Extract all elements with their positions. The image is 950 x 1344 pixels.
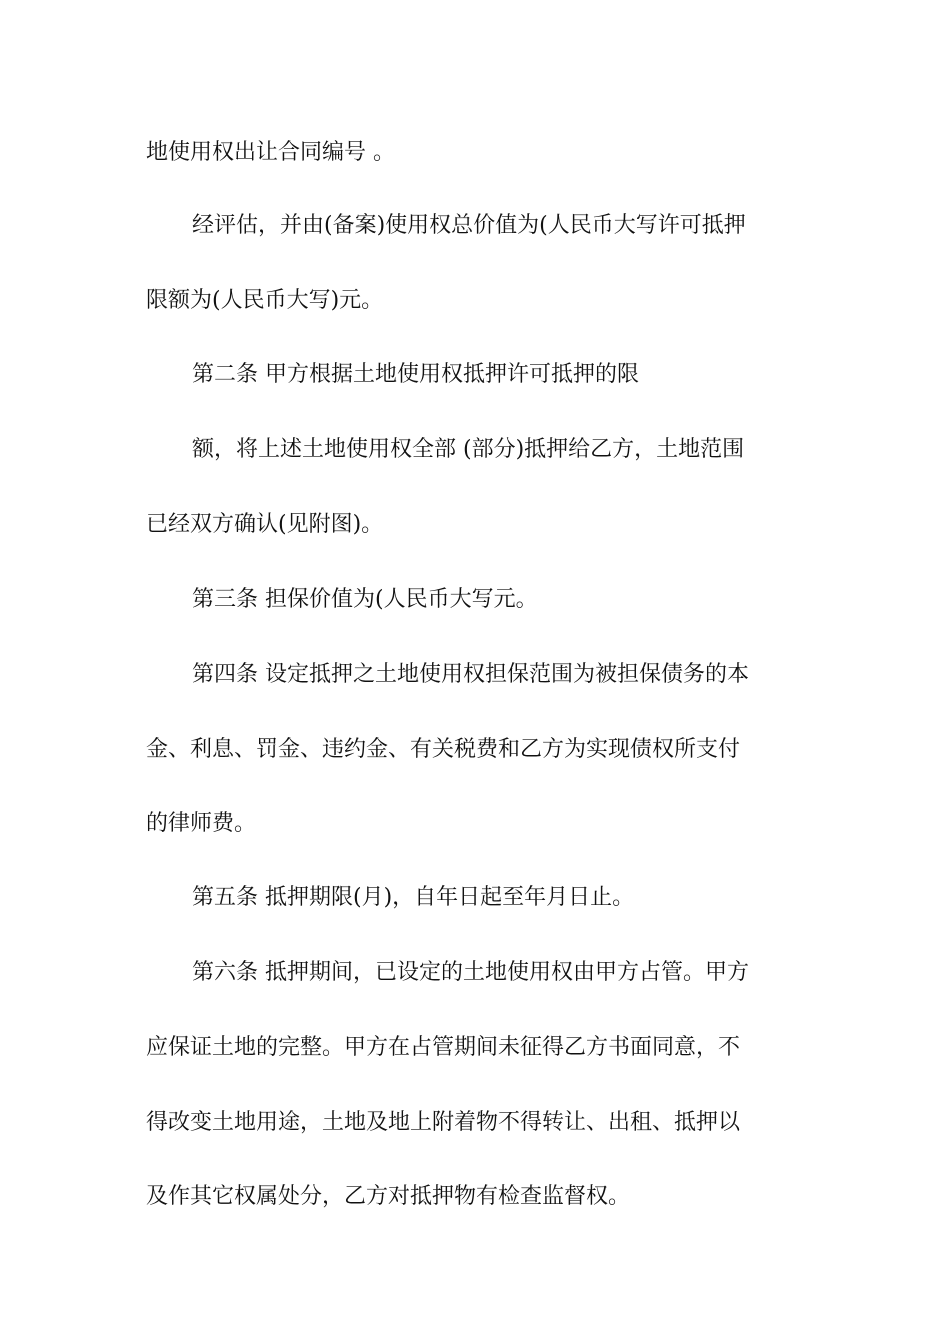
- article-6-paragraph: 第六条 抵押期间，已设定的土地使用权由甲方占管。甲方: [192, 960, 749, 985]
- text-line-9: 金、利息、罚金、违约金、有关税费和乙方为实现债权所支付: [146, 737, 741, 762]
- article-3-paragraph: 第三条 担保价值为(人民币大写元。: [192, 587, 538, 612]
- article-2-heading: 第二条 甲方根据土地使用权抵押许可抵押的限: [192, 362, 639, 387]
- text-line-13: 应保证土地的完整。甲方在占管期间未征得乙方书面同意，不: [146, 1035, 741, 1060]
- text-line-1: 地使用权出让合同编号 。: [146, 140, 395, 165]
- text-line-3: 限额为(人民币大写)元。: [146, 288, 384, 313]
- text-line-6: 已经双方确认(见附图)。: [146, 512, 384, 537]
- text-line-5: 额，将上述土地使用权全部 (部分)抵押给乙方，土地范围: [192, 437, 745, 462]
- text-line-15: 及作其它权属处分，乙方对抵押物有检查监督权。: [146, 1184, 631, 1209]
- text-line-2: 经评估，并由(备案)使用权总价值为(人民币大写许可抵押: [192, 213, 746, 238]
- text-line-10: 的律师费。: [146, 811, 257, 836]
- text-line-14: 得改变土地用途，土地及地上附着物不得转让、出租、抵押以: [146, 1110, 741, 1135]
- article-5-paragraph: 第五条 抵押期限(月)，自年日起至年月日止。: [192, 885, 635, 910]
- article-4-paragraph: 第四条 设定抵押之土地使用权担保范围为被担保债务的本: [192, 662, 749, 687]
